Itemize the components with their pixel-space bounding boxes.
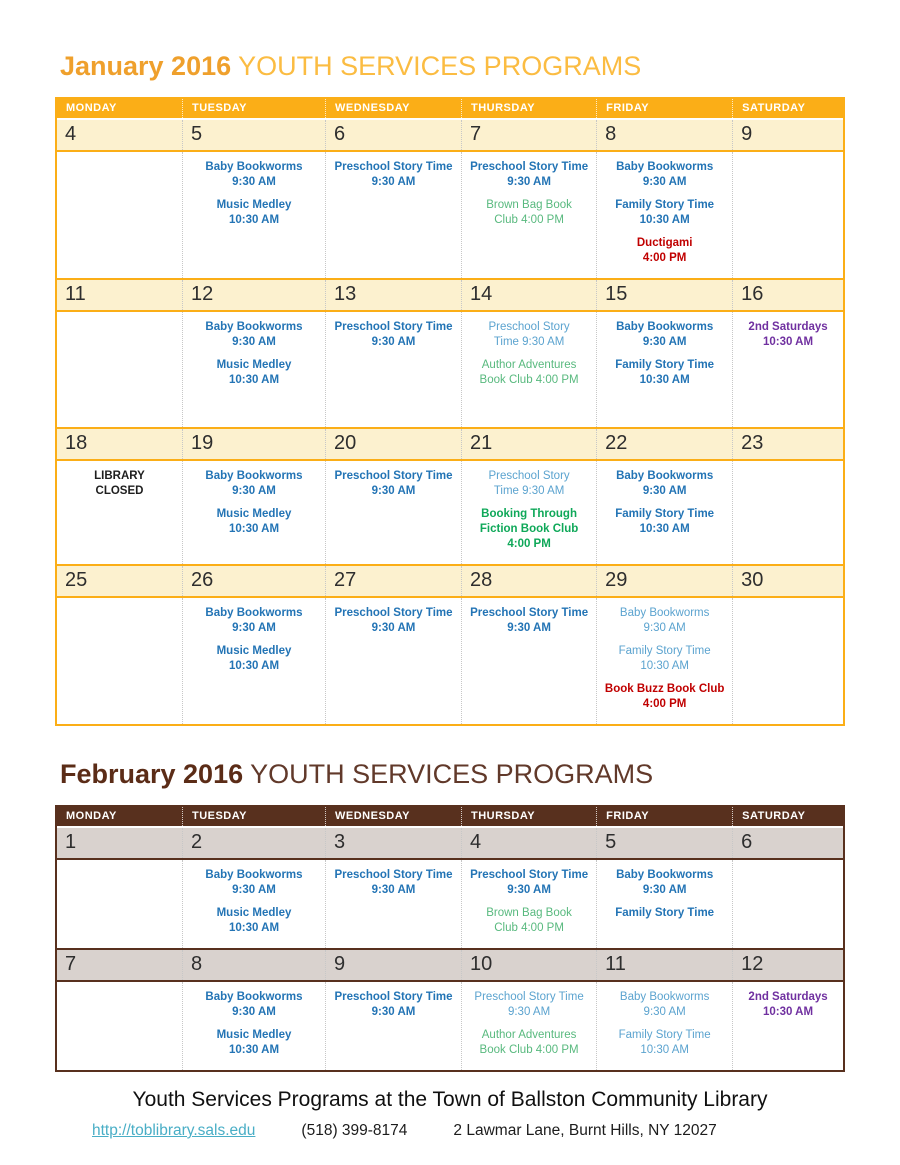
date-row (57, 566, 843, 598)
january-title-month: January 2016 (60, 51, 232, 81)
date-cell: 15 (596, 280, 732, 310)
date-cell: 5 (596, 828, 732, 858)
date-cell: 9 (732, 120, 843, 150)
day-header-monday: MONDAY (66, 810, 117, 822)
footer (0, 1088, 900, 1140)
event: Preschool Story Time 9:30 AM (470, 607, 589, 634)
january-title (60, 50, 900, 82)
event: Baby Bookworms 9:30 AM (205, 161, 303, 188)
date-cell: 5 (182, 120, 325, 150)
event: LIBRARY CLOSED (94, 470, 145, 497)
date-row (57, 280, 843, 312)
event: Preschool Story Time 9:30 AM (334, 470, 453, 497)
date-cell: 12 (732, 950, 843, 980)
day-header-saturday: SATURDAY (732, 99, 843, 118)
event: Baby Bookworms 9:30 AM (619, 607, 710, 634)
day-cell (182, 152, 325, 278)
event: Family Story Time 10:30 AM (615, 199, 715, 226)
footer-library-title: Youth Services Programs at the Town of Ballston Community Library (132, 1088, 768, 1111)
day-header-friday: FRIDAY (596, 807, 732, 826)
day-cell (596, 598, 732, 724)
footer-contact-line (92, 1122, 900, 1140)
date-cell: 4 (65, 123, 77, 145)
day-cell (57, 982, 182, 1070)
day-cell (596, 461, 732, 564)
date-cell: 11 (65, 283, 86, 305)
day-header-row (57, 807, 843, 828)
events-row (57, 860, 843, 950)
date-cell: 26 (182, 566, 325, 596)
day-cell (596, 312, 732, 427)
event: Preschool Story Time 9:30 AM (488, 321, 570, 348)
day-cell (732, 312, 843, 427)
day-header-row (57, 99, 843, 120)
date-cell: 8 (182, 950, 325, 980)
date-cell: 14 (461, 280, 596, 310)
date-cell: 30 (732, 566, 843, 596)
date-cell: 16 (732, 280, 843, 310)
day-cell (596, 982, 732, 1070)
events-row (57, 152, 843, 280)
day-cell (732, 152, 843, 278)
date-cell: 25 (65, 569, 88, 591)
event: Baby Bookworms 9:30 AM (616, 470, 714, 497)
event: Preschool Story Time 9:30 AM (334, 607, 453, 634)
day-cell (325, 860, 461, 948)
date-cell: 2 (182, 828, 325, 858)
day-cell (732, 461, 843, 564)
date-row (57, 120, 843, 152)
date-row (57, 828, 843, 860)
day-header-tuesday: TUESDAY (182, 99, 325, 118)
day-cell (325, 598, 461, 724)
event: Preschool Story Time 9:30 AM (334, 991, 453, 1018)
day-header-wednesday: WEDNESDAY (325, 99, 461, 118)
day-header-saturday: SATURDAY (732, 807, 843, 826)
event: Baby Bookworms 9:30 AM (205, 991, 303, 1018)
date-cell: 23 (732, 429, 843, 459)
event: Author Adventures Book Club 4:00 PM (479, 359, 579, 386)
day-cell (596, 860, 732, 948)
events-row (57, 598, 843, 724)
date-cell: 29 (596, 566, 732, 596)
event: Preschool Story Time 9:30 AM (334, 869, 453, 896)
event: Baby Bookworms 9:30 AM (616, 161, 714, 188)
date-cell: 7 (65, 953, 77, 975)
library-url-link[interactable]: http://toblibrary.sals.edu (92, 1122, 256, 1139)
event: Baby Bookworms 9:30 AM (205, 470, 303, 497)
february-title-subtitle: YOUTH SERVICES PROGRAMS (250, 759, 654, 789)
date-cell: 4 (461, 828, 596, 858)
event: Music Medley 10:30 AM (216, 645, 292, 672)
february-title-month: February 2016 (60, 759, 244, 789)
event: Family Story Time 10:30 AM (618, 1029, 711, 1056)
event: Music Medley 10:30 AM (216, 907, 292, 934)
event: Preschool Story Time 9:30 AM (334, 161, 453, 188)
event: Author Adventures Book Club 4:00 PM (479, 1029, 579, 1056)
date-cell: 20 (325, 429, 461, 459)
day-cell (57, 860, 182, 948)
day-header-thursday: THURSDAY (461, 807, 596, 826)
event: Music Medley 10:30 AM (216, 199, 292, 226)
day-cell (182, 598, 325, 724)
date-cell: 28 (461, 566, 596, 596)
day-cell (325, 312, 461, 427)
day-cell (461, 982, 596, 1070)
date-cell: 13 (325, 280, 461, 310)
day-cell (461, 152, 596, 278)
event: Music Medley 10:30 AM (216, 359, 292, 386)
event: Family Story Time (615, 907, 715, 919)
date-cell: 11 (596, 950, 732, 980)
date-cell: 21 (461, 429, 596, 459)
date-cell: 3 (325, 828, 461, 858)
day-cell (732, 982, 843, 1070)
day-cell (182, 860, 325, 948)
date-cell: 1 (65, 831, 77, 853)
day-cell (461, 860, 596, 948)
day-cell (182, 312, 325, 427)
footer-address: 2 Lawmar Lane, Burnt Hills, NY 12027 (453, 1122, 717, 1139)
date-cell: 22 (596, 429, 732, 459)
date-cell: 10 (461, 950, 596, 980)
event: Book Buzz Book Club 4:00 PM (604, 683, 725, 710)
day-cell (596, 152, 732, 278)
date-cell: 9 (325, 950, 461, 980)
event: Baby Bookworms 9:30 AM (205, 607, 303, 634)
date-cell: 12 (182, 280, 325, 310)
event: Baby Bookworms 9:30 AM (205, 869, 303, 896)
february-calendar-section (0, 758, 900, 1072)
day-cell (57, 461, 182, 564)
events-row (57, 461, 843, 566)
day-cell (325, 461, 461, 564)
events-row (57, 312, 843, 429)
footer-phone: (518) 399-8174 (301, 1122, 408, 1139)
event: Preschool Story Time 9:30 AM (474, 991, 584, 1018)
event: 2nd Saturdays 10:30 AM (748, 991, 828, 1018)
day-cell (57, 312, 182, 427)
event: Preschool Story Time 9:30 AM (334, 321, 453, 348)
event: Baby Bookworms 9:30 AM (616, 869, 714, 896)
february-title (60, 758, 900, 790)
day-header-thursday: THURSDAY (461, 99, 596, 118)
event: Family Story Time 10:30 AM (618, 645, 711, 672)
day-cell (732, 598, 843, 724)
events-row (57, 982, 843, 1070)
day-cell (325, 982, 461, 1070)
date-cell: 7 (461, 120, 596, 150)
day-header-wednesday: WEDNESDAY (325, 807, 461, 826)
date-cell: 19 (182, 429, 325, 459)
day-header-friday: FRIDAY (596, 99, 732, 118)
day-cell (325, 152, 461, 278)
event: Preschool Story Time 9:30 AM (470, 869, 589, 896)
event: Ductigami 4:00 PM (636, 237, 693, 264)
event: 2nd Saturdays 10:30 AM (748, 321, 828, 348)
day-cell (182, 461, 325, 564)
event: Brown Bag Book Club 4:00 PM (486, 907, 572, 934)
day-header-tuesday: TUESDAY (182, 807, 325, 826)
event: Family Story Time 10:30 AM (615, 508, 715, 535)
day-header-monday: MONDAY (66, 102, 117, 114)
day-cell (732, 860, 843, 948)
event: Baby Bookworms 9:30 AM (619, 991, 710, 1018)
event: Preschool Story Time 9:30 AM (470, 161, 589, 188)
event: Baby Bookworms 9:30 AM (205, 321, 303, 348)
event: Family Story Time 10:30 AM (615, 359, 715, 386)
event: Music Medley 10:30 AM (216, 508, 292, 535)
event: Booking Through Fiction Book Club 4:00 PM (479, 508, 579, 550)
event: Music Medley 10:30 AM (216, 1029, 292, 1056)
date-cell: 6 (325, 120, 461, 150)
date-row (57, 950, 843, 982)
january-calendar-table (55, 97, 845, 726)
day-cell (461, 598, 596, 724)
event: Preschool Story Time 9:30 AM (488, 470, 570, 497)
date-cell: 18 (65, 432, 88, 454)
january-title-subtitle: YOUTH SERVICES PROGRAMS (238, 51, 642, 81)
day-cell (461, 312, 596, 427)
day-cell (461, 461, 596, 564)
date-row (57, 429, 843, 461)
event: Brown Bag Book Club 4:00 PM (486, 199, 572, 226)
date-cell: 8 (596, 120, 732, 150)
february-calendar-table (55, 805, 845, 1072)
day-cell (57, 152, 182, 278)
day-cell (182, 982, 325, 1070)
event: Baby Bookworms 9:30 AM (616, 321, 714, 348)
date-cell: 6 (732, 828, 843, 858)
day-cell (57, 598, 182, 724)
date-cell: 27 (325, 566, 461, 596)
